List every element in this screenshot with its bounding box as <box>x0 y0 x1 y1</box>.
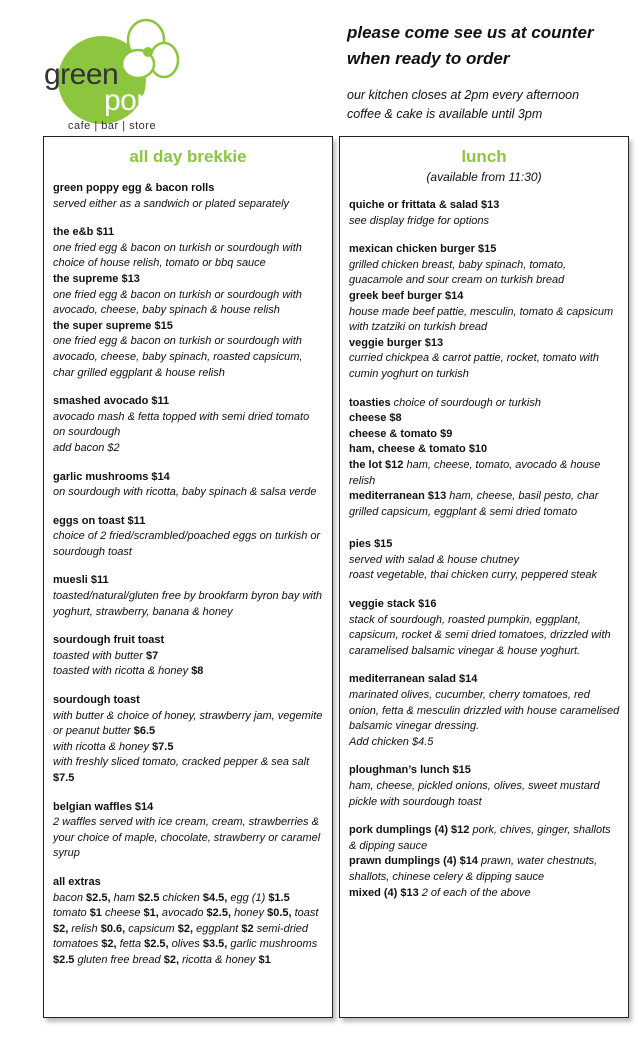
menu-item-mexican-burger <box>349 242 620 289</box>
toastie-cheese: cheese $8 <box>349 412 402 425</box>
toastie-cheese-tomato: cheese & tomato $9 <box>349 427 453 440</box>
menu-item-sourdough-toast <box>53 693 324 787</box>
extra-item: avocado <box>161 907 207 920</box>
menu-item-quiche <box>349 198 620 229</box>
item-name: greek beef burger $14 <box>349 289 464 302</box>
item-desc: see display fridge for options <box>349 214 490 227</box>
menu-item-eb <box>53 225 324 272</box>
item-desc: one fried egg & bacon on turkish or sourdough with choice of house relish, tomato or bbq sauce <box>53 241 302 270</box>
item-name: sourdough fruit toast <box>53 634 165 647</box>
item-desc: ham, cheese, pickled onions, olives, sweet mustard pickle with sourdough toast <box>349 780 600 808</box>
logo-tagline: cafe | bar | store <box>68 120 157 132</box>
item-name: eggs on toast $11 <box>53 514 146 527</box>
extra-item: gluten free bread <box>77 953 164 966</box>
item-desc: on sourdough with ricotta, baby spinach & salsa verde <box>53 486 317 499</box>
item-name: pies $15 <box>349 538 393 551</box>
extra-item: ham <box>113 891 139 904</box>
item-name: mediterranean salad $14 <box>349 673 478 686</box>
lunch-subtitle: (available from 11:30) <box>426 170 542 184</box>
item-name: pork dumplings (4) $12 <box>349 824 470 837</box>
hours-line-1: our kitchen closes at 2pm every afternoon <box>347 88 580 102</box>
item-addon: add bacon $2 <box>53 441 120 454</box>
extra-item: toast <box>294 907 319 920</box>
item-desc: stack of sourdough, roasted pumpkin, eggplant, capsicum, rocket & semi dried tomatoes, drizzled with caramelised balsamic vinegar & house yoghurt. <box>349 613 611 657</box>
counter-line-1: please come see us at counter <box>347 23 594 42</box>
counter-notice <box>347 20 627 72</box>
extra-price: $2.5 <box>53 953 78 966</box>
item-desc: curried chickpea & carrot pattie, rocket, tomato with cumin yoghurt on turkish <box>349 352 600 380</box>
toastie-ham-cheese-tomato: ham, cheese & tomato $10 <box>349 443 488 456</box>
extra-item: fetta <box>119 938 145 951</box>
menu-item-fruit-toast <box>53 633 324 680</box>
extra-item: relish <box>71 922 101 935</box>
extra-price: $2 <box>241 922 257 935</box>
item-desc: marinated olives, cucumber, cherry tomatoes, red onion, fetta & mesculin drizzled with house caramelised balsamic vinegar dressing. <box>349 689 620 733</box>
item-option <box>53 755 324 786</box>
item-name: the supreme $13 <box>53 272 140 285</box>
item-name: muesli $11 <box>53 574 109 587</box>
brekkie-panel <box>43 136 333 1018</box>
item-desc: avocado mash & fetta topped with semi dried tomato on sourdough <box>53 410 310 439</box>
logo-word-poppy: poppy <box>104 84 184 117</box>
item-option <box>53 740 324 756</box>
menu-item-supreme <box>53 272 324 319</box>
extra-price: $1 <box>258 953 271 966</box>
item-name: mixed (4) $13 <box>349 886 419 899</box>
toastie-mediterranean <box>349 489 620 520</box>
extra-price: $2.5 <box>138 891 163 904</box>
extra-price: $1.5 <box>268 891 290 904</box>
option-text: with ricotta & honey <box>53 740 153 753</box>
option-price: $7.5 <box>53 772 75 784</box>
menu-item-veggie-stack <box>349 597 620 659</box>
extra-item: olives <box>171 938 203 951</box>
item-name: quiche or frittata & salad $13 <box>349 199 500 211</box>
item-name: the lot $12 <box>349 458 404 471</box>
counter-line-2: when ready to order <box>347 49 510 68</box>
lunch-title: lunch <box>461 147 507 166</box>
extra-item: honey <box>234 907 268 920</box>
extra-price: $2, <box>53 922 72 935</box>
item-desc: choice of 2 fried/scrambled/poached eggs on turkish or sourdough toast <box>53 530 321 558</box>
menu-item-ploughmans-lunch <box>349 763 620 810</box>
item-desc: house made beef pattie, mesculin, tomato & capsicum with tzatziki on turkish bread <box>349 305 614 334</box>
item-desc: one fried egg & bacon on turkish or sourdough with avocado, cheese, baby spinach & house relish <box>53 288 302 317</box>
menu-item-garlic-mushrooms <box>53 470 324 501</box>
item-option <box>53 649 324 665</box>
option-price: $7 <box>145 649 159 662</box>
item-desc: ham, cheese, tomato, avocado & house relish <box>349 458 601 487</box>
item-desc: 2 of each of the above <box>418 886 531 899</box>
extra-price: $2.5, <box>86 891 114 904</box>
logo <box>40 12 184 132</box>
item-name: veggie burger $13 <box>349 336 444 349</box>
option-text: with butter & choice of honey, strawberry jam, vegemite or peanut butter <box>53 709 323 738</box>
menu-item-belgian-waffles <box>53 800 324 862</box>
item-desc: ham, cheese, basil pesto, char grilled capsicum, eggplant & semi dried tomato <box>349 490 599 518</box>
extra-item: semi-dried tomatoes <box>53 922 309 951</box>
extra-item: egg (1) <box>230 891 269 904</box>
item-name: mexican chicken burger $15 <box>349 243 497 256</box>
item-desc: choice of sourdough or turkish <box>390 396 541 409</box>
item-name: the super supreme $15 <box>53 319 173 332</box>
prawn-dumplings <box>349 854 620 885</box>
item-addon: Add chicken $4.5 <box>349 735 434 748</box>
extra-item: eggplant <box>196 922 242 935</box>
option-price: $8 <box>191 665 204 678</box>
item-name: garlic mushrooms $14 <box>53 470 170 483</box>
extra-item: bacon <box>53 891 87 904</box>
pork-dumplings <box>349 823 620 854</box>
item-desc: pork, chives, ginger, shallots & dipping sauce <box>349 824 611 852</box>
extra-price: $2.5, <box>206 907 235 920</box>
item-name: belgian waffles $14 <box>53 800 154 813</box>
logo-word-green: green <box>44 58 119 91</box>
item-name: sourdough toast <box>53 694 140 707</box>
menu-item-toasties <box>349 396 620 521</box>
menu-item-veggie-burger <box>349 336 620 383</box>
extra-price: $2, <box>163 953 183 966</box>
item-name: smashed avocado $11 <box>53 395 170 408</box>
extra-price: $4.5, <box>202 891 231 904</box>
item-name: all extras <box>53 875 101 888</box>
extras-list <box>53 891 324 969</box>
extra-item: chicken <box>162 891 203 904</box>
item-name: veggie stack $16 <box>349 598 437 611</box>
lunch-panel <box>339 136 629 1018</box>
item-desc-flavours: roast vegetable, thai chicken curry, peppered steak <box>349 569 598 582</box>
mixed-dumplings <box>349 886 620 902</box>
option-price: $7.5 <box>152 740 174 753</box>
item-option <box>53 664 324 680</box>
item-desc: 2 waffles served with ice cream, cream, strawberries & your choice of maple, chocolate, strawberry or caramel syrup <box>53 816 321 860</box>
extra-price: $1, <box>143 907 162 920</box>
toasties-heading <box>349 396 620 412</box>
item-option <box>53 709 324 740</box>
option-text: toasted with butter <box>53 649 146 662</box>
item-name: green poppy egg & bacon rolls <box>53 182 215 194</box>
menu-item-pies <box>349 537 620 584</box>
extra-price: $2, <box>177 922 197 935</box>
item-name: mediterranean $13 <box>349 490 447 503</box>
extra-price: $1 <box>89 907 105 920</box>
item-desc: grilled chicken breast, baby spinach, tomato, guacamole and sour cream on turkish bread <box>349 258 567 287</box>
option-text: toasted with ricotta & honey <box>53 665 192 678</box>
menu-item-egg-bacon-rolls <box>53 181 324 212</box>
option-price: $6.5 <box>133 725 156 738</box>
toastie-the-lot <box>349 458 620 489</box>
menu-item-muesli <box>53 573 324 620</box>
item-name: the e&b $11 <box>53 226 115 239</box>
item-desc: one fried egg & bacon on turkish or sourdough with avocado, cheese, baby spinach, roasted capsicum, char grilled eggplant & house relish <box>53 335 303 379</box>
hours-notice <box>347 86 627 124</box>
extra-item: garlic mushrooms <box>230 938 318 951</box>
extra-price: $0.5, <box>267 907 295 920</box>
menu-item-eggs-on-toast <box>53 514 324 561</box>
item-desc: served either as a sandwich or plated separately <box>53 197 290 210</box>
menu-item-greek-burger <box>349 289 620 336</box>
item-desc: toasted/natural/gluten free by brookfarm byron bay with yoghurt, strawberry, banana & honey <box>53 590 323 618</box>
item-desc: served with salad & house chutney <box>349 553 519 566</box>
menu-item-all-extras <box>53 875 324 969</box>
extra-price: $0.6, <box>100 922 129 935</box>
brekkie-title: all day brekkie <box>129 147 247 166</box>
option-text: with freshly sliced tomato, cracked pepper & sea salt <box>53 756 310 769</box>
extra-item: cheese <box>104 907 144 920</box>
item-name: prawn dumplings (4) $14 <box>349 855 478 868</box>
menu-item-super-supreme <box>53 319 324 381</box>
menu-item-mediterranean-salad <box>349 672 620 750</box>
item-desc: prawn, water chestnuts, shallots, chinese celery & dipping sauce <box>349 855 598 883</box>
extra-price: $2.5, <box>144 938 172 951</box>
extra-price: $3.5, <box>202 938 231 951</box>
item-name: ploughman’s lunch $15 <box>349 764 471 777</box>
extra-item: ricotta & honey <box>182 953 259 966</box>
hours-line-2: coffee & cake is available until 3pm <box>347 107 543 121</box>
extra-item: capsicum <box>128 922 178 935</box>
extra-price: $2, <box>101 938 120 951</box>
menu-item-smashed-avocado <box>53 394 324 456</box>
menu-item-dumplings <box>349 823 620 901</box>
extra-item: tomato <box>53 907 90 920</box>
item-name: toasties <box>349 396 391 409</box>
